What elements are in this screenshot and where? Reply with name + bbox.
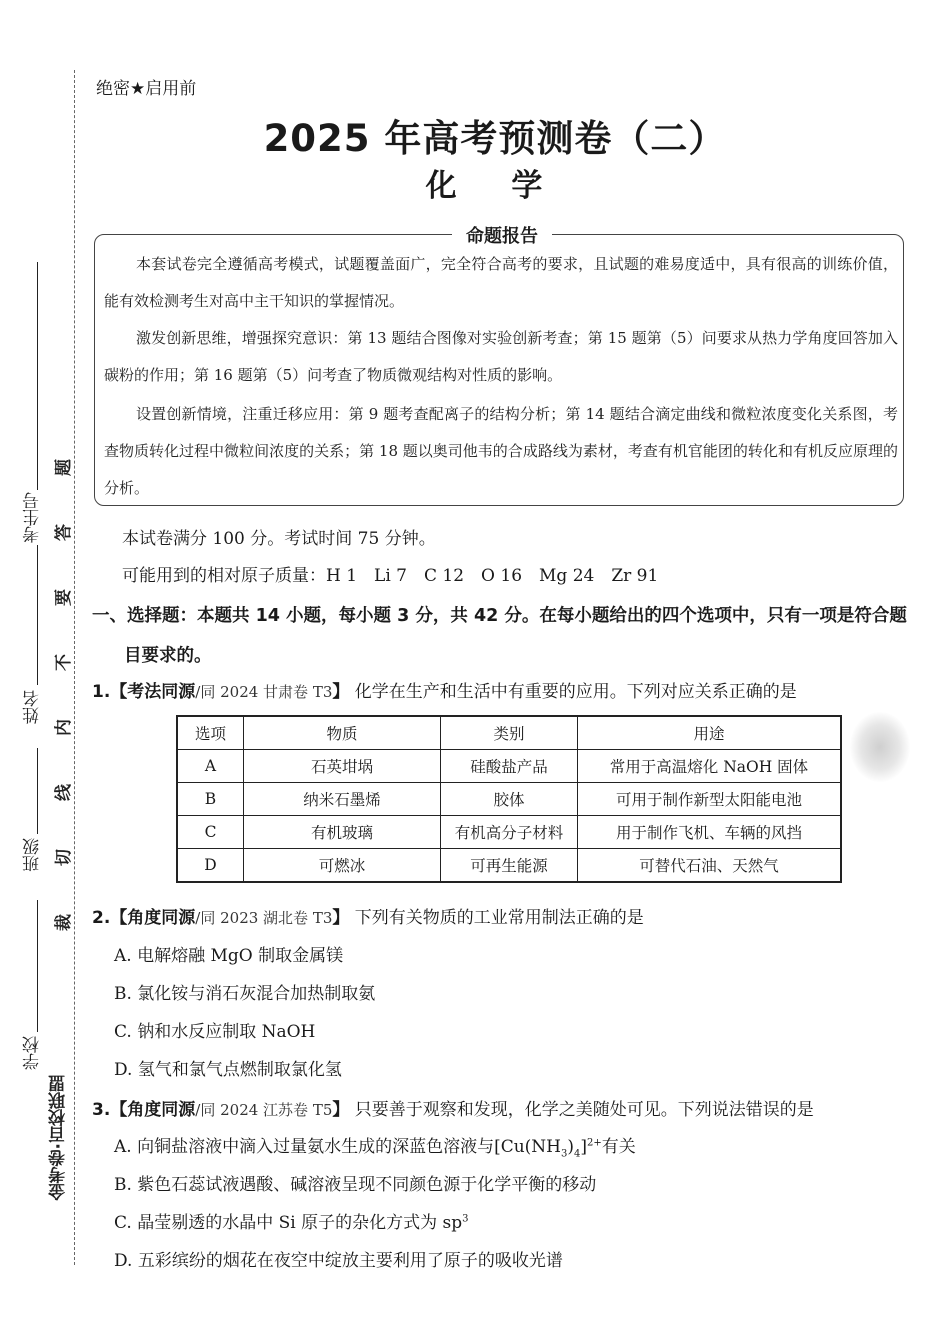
table-row — [177, 783, 841, 816]
question-3-option-a: A. 向铜盐溶液中滴入过量氨水生成的深蓝色溶液与$[Cu(NH_3)_4]^{2+}$有关 — [114, 1137, 636, 1160]
question-3-option-d: D. 五彩缤纷的烟花在夜空中绽放主要利用了原子的吸收光谱 — [114, 1251, 563, 1271]
table-header-cell: 类别 — [441, 716, 578, 750]
page-title: 2025 年高考预测卷（二） — [263, 117, 727, 160]
margin-class-label: 班级 — [23, 838, 43, 872]
confidential-label: 绝密★启用前 — [96, 79, 197, 99]
binding-dashed-line — [74, 70, 75, 1265]
question-3-option-b: B. 紫色石蕊试液遇酸、碱溶液呈现不同颜色源于化学平衡的移动 — [114, 1175, 597, 1195]
seal-char: 要 — [53, 589, 74, 606]
subject-title: 化 学 — [425, 168, 565, 204]
margin-name-label: 姓名 — [23, 690, 43, 724]
watermark-seal — [850, 712, 910, 782]
report-paragraph-3: 设置创新情境，注重迁移应用：第 9 题考查配离子的结构分析；第 14 题结合滴定曲线和微粒浓度变化关系图，考查物质转化过程中微粒间浓度的关系；第 18 题以奥司他韦的合成路线为素材，考查有机官能团的转化和有机反应原理的分析。 — [104, 405, 898, 497]
table-cell: C — [177, 816, 244, 849]
report-title: 命题报告 — [452, 222, 552, 248]
section-1-heading: 一、选择题：本题共 14 小题，每小题 3 分，共 42 分。在每小题给出的四个选项中，只有一项是符合题 目要求的。 — [92, 606, 907, 666]
question-2-option-a: A. 电解熔融 MgO 制取金属镁 — [114, 946, 344, 966]
table-cell: 有机高分子材料 — [441, 816, 578, 849]
question-2-option-c: C. 钠和水反应制取 NaOH — [114, 1022, 316, 1042]
question-2-option-b: B. 氯化铵与消石灰混合加热制取氨 — [114, 984, 376, 1004]
table-cell: 可用于制作新型太阳能电池 — [578, 783, 842, 816]
question-3-stem: 3.【角度同源/同 2024 江苏卷 T5】 只要善于观察和发现，化学之美随处可见。下列说法错误的是 — [92, 1100, 814, 1120]
seal-char: 不 — [53, 654, 74, 671]
margin-exam-no-label: 考生号 — [23, 492, 43, 543]
margin-class-line — [37, 748, 38, 834]
question-2-option-d: D. 氢气和氯气点燃制取氯化氢 — [114, 1060, 342, 1080]
table-cell: 可燃冰 — [244, 849, 441, 883]
seal-char: 裁 — [53, 914, 74, 931]
question-1-table — [176, 715, 842, 883]
seal-char: 答 — [53, 524, 74, 541]
score-time-line: 本试卷满分 100 分。考试时间 75 分钟。 — [122, 529, 436, 549]
table-cell: 纳米石墨烯 — [244, 783, 441, 816]
table-cell: 用于制作飞机、车辆的风挡 — [578, 816, 842, 849]
table-cell: 有机玻璃 — [244, 816, 441, 849]
seal-char: 内 — [53, 719, 74, 736]
margin-school-label: 学校 — [23, 1036, 43, 1070]
seal-warning-text — [50, 455, 72, 935]
table-cell: B — [177, 783, 244, 816]
table-cell: 常用于高温熔化 NaOH 固体 — [578, 750, 842, 783]
table-header-row — [177, 716, 841, 750]
question-3-option-c: C. 晶莹剔透的水晶中 Si 原子的杂化方式为 $sp^3$ — [114, 1213, 469, 1233]
atomic-mass-line: 可能用到的相对原子质量：H 1 Li 7 C 12 O 16 Mg 24 Zr 91 — [122, 566, 659, 586]
table-row — [177, 816, 841, 849]
table-cell: A — [177, 750, 244, 783]
margin-exam-no-line — [37, 262, 38, 490]
margin-brand: 金考卷·百校联盟 — [49, 1075, 69, 1201]
table-header-cell: 选项 — [177, 716, 244, 750]
table-cell: 胶体 — [441, 783, 578, 816]
table-header-cell: 物质 — [244, 716, 441, 750]
seal-char: 切 — [53, 849, 74, 866]
report-paragraph-2: 激发创新思维，增强探究意识：第 13 题结合图像对实验创新考查；第 15 题第（5）问要求从热力学角度回答加入碳粉的作用；第 16 题第（5）问考查了物质微观结构对性质的影响。 — [104, 329, 898, 384]
table-cell: 可再生能源 — [441, 849, 578, 883]
table-cell: 硅酸盐产品 — [441, 750, 578, 783]
margin-name-line — [37, 545, 38, 685]
table-cell: 石英坩埚 — [244, 750, 441, 783]
question-2-stem: 2.【角度同源/同 2023 湖北卷 T3】 下列有关物质的工业常用制法正确的是 — [92, 908, 644, 928]
table-cell: 可替代石油、天然气 — [578, 849, 842, 883]
table-row — [177, 750, 841, 783]
table-row — [177, 849, 841, 883]
margin-school-line — [37, 900, 38, 1032]
question-1-stem: 1.【考法同源/同 2024 甘肃卷 T3】 化学在生产和生活中有重要的应用。下列对应关系正确的是 — [92, 682, 797, 702]
seal-char: 题 — [53, 459, 74, 476]
report-paragraph-1: 本套试卷完全遵循高考模式，试题覆盖面广，完全符合高考的要求，且试题的难易度适中，具有很高的训练价值，能有效检测考生对高中主干知识的掌握情况。 — [104, 255, 898, 310]
table-header-cell: 用途 — [578, 716, 842, 750]
seal-char: 线 — [53, 784, 74, 801]
table-cell: D — [177, 849, 244, 883]
